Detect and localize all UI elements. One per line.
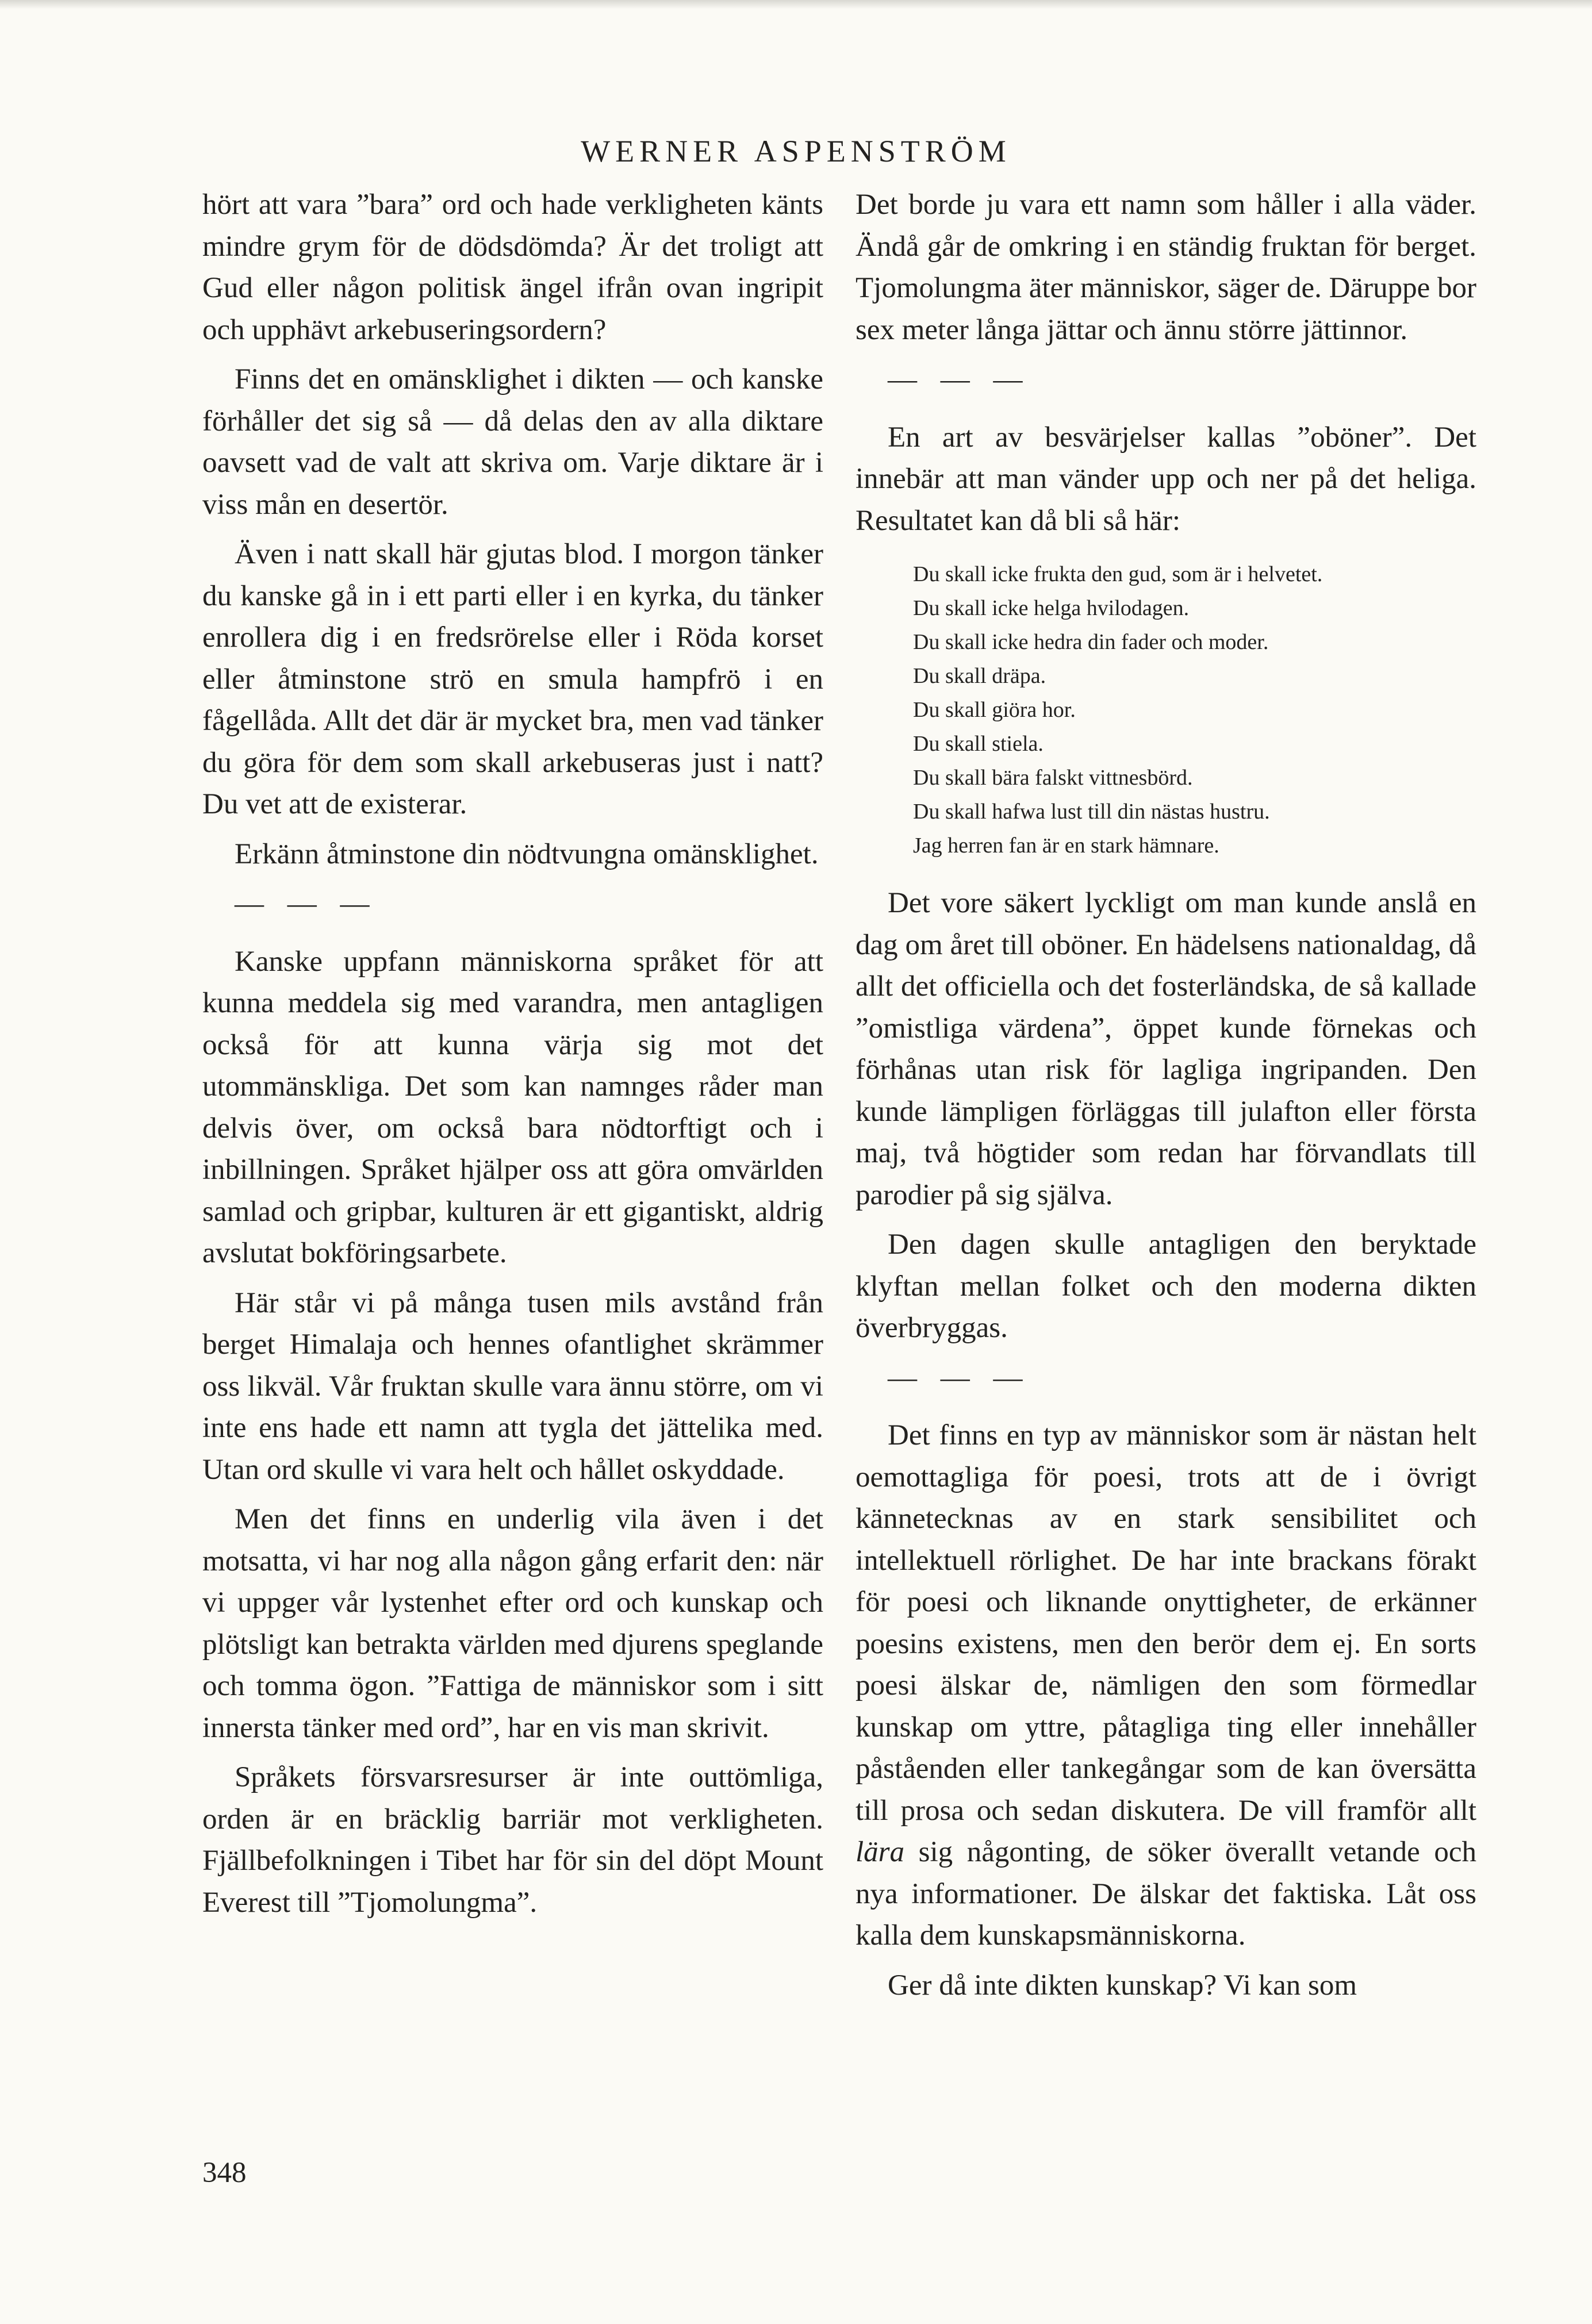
oboner-list: [913, 558, 1476, 863]
oboner-line: Jag herren fan är en stark hämnare.: [913, 833, 1219, 858]
oboner-line: Du skall dräpa.: [913, 664, 1046, 688]
paragraph: Men det finns en underlig vila även i det motsatta, vi har nog alla någon gång erfarit den: när vi uppger vår lystenhet efter ord och kunskap och plötsligt kan betrakta världen med djurens speglande och tomma ögon. ”Fattiga de människor som i sitt innersta tänker med ord”, har en vis man skrivit.: [202, 1503, 823, 1744]
oboner-line: Du skall stiela.: [913, 732, 1044, 756]
paragraph: Den dagen skulle antagligen den beryktade klyftan mellan folket och den moderna dikten överbryggas.: [856, 1228, 1476, 1344]
oboner-line: Du skall icke helga hvilodagen.: [913, 596, 1190, 620]
paragraph: En art av besvärjelser kallas ”oböner”. Det innebär att man vänder upp och ner på det heliga. Resultatet kan då bli så här:: [856, 421, 1476, 537]
oboner-line: Du skall giöra hor.: [913, 698, 1076, 722]
text-run: sig någonting, de söker överallt vetande och nya informationer. De älskar det faktiska. Låt oss kalla dem kunskapsmänniskorna.: [856, 1836, 1476, 1952]
paragraph: hört att vara ”bara” ord och hade verkligheten känts mindre grym för de dödsdömda? Är det troligt att Gud eller någon politisk ängel ifrån ovan ingripit och upphävt arkebuseringsordern?: [202, 189, 823, 346]
text-run: Det finns en typ av människor som är nästan helt oemottagliga för poesi, trots att de i övrigt kännetecknas av en stark sensibilitet och intellektuell rörlighet. De har inte brackans förakt för poesi och liknande onyttigheter, de erkänner poesins existens, men den berör dem ej. En sorts poesi älskar de, nämligen den som förmedlar kunskap om yttre, påtagliga ting eller innehåller påståenden eller tankegångar som de kan översätta till prosa och sedan diskutera. De vill framför allt: [856, 1419, 1476, 1827]
oboner-line: Du skall bära falskt vittnesbörd.: [913, 766, 1193, 790]
paragraph: Även i natt skall här gjutas blod. I morgon tänker du kanske gå in i ett parti eller i en kyrka, du tänker enrollera dig i en fredsrörelse eller i Röda korset eller åtminstone strö en smula hampfrö i en fågellåda. Allt det där är mycket bra, men vad tänker du göra för dem som skall arkebuseras just i natt? Du vet att de existerar.: [202, 538, 823, 820]
left-column: [202, 184, 823, 1931]
oboner-line: Du skall icke hedra din fader och moder.: [913, 630, 1269, 654]
section-separator: — — —: [888, 363, 1031, 395]
paragraph: Det vore säkert lyckligt om man kunde anslå en dag om året till oböner. En hädelsens nationaldag, då allt det officiella och det fosterländska, de så kallade ”omistliga värdena”, öppet kunde förnekas och förhånas utan risk för lagliga ingripanden. Den kunde lämpligen förläggas till julafton eller första maj, två högtider som redan har förvandlats till parodier på sig själva.: [856, 887, 1476, 1211]
paragraph: Språkets försvarsresurser är inte outtömliga, orden är en bräcklig barriär mot verkligheten. Fjällbefolkningen i Tibet har för sin del döpt Mount Everest till ”Tjomolungma”.: [202, 1761, 823, 1919]
emphasis: lära: [856, 1836, 905, 1868]
paragraph: Här står vi på många tusen mils avstånd från berget Himalaja och hennes ofantlighet skrämmer oss likväl. Vår fruktan skulle vara ännu större, om vi inte ens hade ett namn att tygla det jättelika med. Utan ord skulle vi vara helt och hållet oskyddade.: [202, 1286, 823, 1486]
paragraph: Erkänn åtminstone din nödtvungna omänsklighet.: [235, 838, 819, 870]
section-separator: — — —: [888, 1361, 1031, 1394]
page-top-edge: [0, 0, 1592, 9]
paragraph: Finns det en omänsklighet i dikten — och kanske förhåller det sig så — då delas den av alla diktare oavsett vad de valt att skriva om. Varje diktare är i viss mån en desertör.: [202, 363, 823, 521]
page-number: 348: [202, 2157, 247, 2189]
paragraph: Ger då inte dikten kunskap? Vi kan som: [888, 1969, 1357, 2002]
paragraph: Det borde ju vara ett namn som håller i alla väder. Ändå går de omkring i en ständig fruktan för berget. Tjomolungma äter människor, säger de. Däruppe bor sex meter långa jättar och ännu större jättinnor.: [856, 189, 1476, 346]
right-column: [856, 184, 1476, 2014]
oboner-line: Du skall icke frukta den gud, som är i helvetet.: [913, 562, 1323, 586]
running-head: WERNER ASPENSTRÖM: [581, 134, 1011, 168]
paragraph: [856, 1415, 1476, 1957]
oboner-line: Du skall hafwa lust till din nästas hustru.: [913, 800, 1270, 824]
section-separator: — — —: [235, 888, 378, 920]
paragraph: Kanske uppfann människorna språket för att kunna meddela sig med varandra, men antagligen också för att kunna värja sig mot det utommänskliga. Det som kan namnges råder man delvis över, om också bara nödtorftigt och i inbillningen. Språket hjälper oss att göra omvärlden samlad och gripbar, kulturen är ett gigantiskt, aldrig avslutat bokföringsarbete.: [202, 945, 823, 1269]
